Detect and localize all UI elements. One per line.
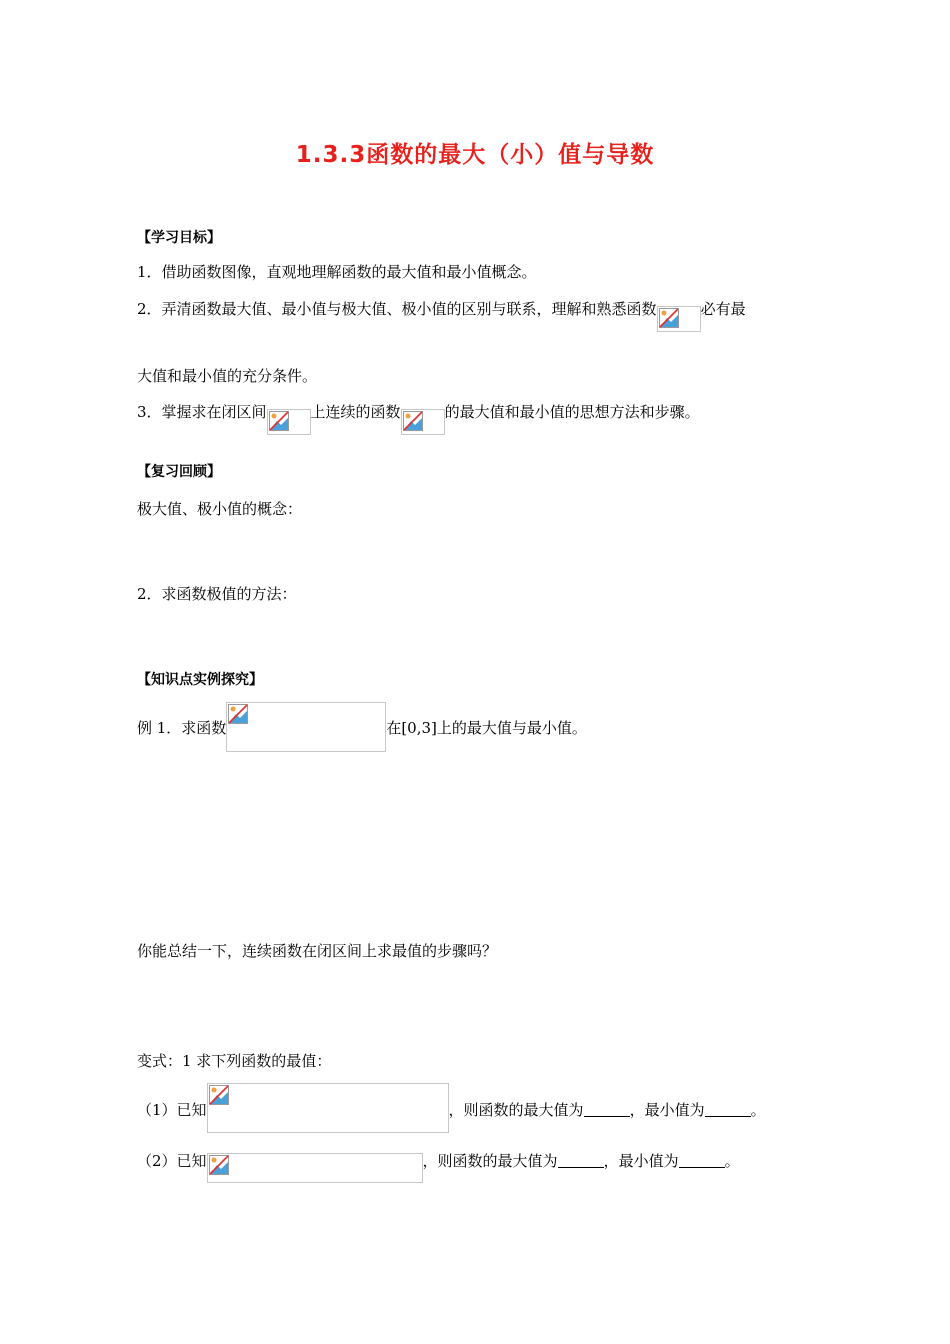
answer-blank-max[interactable] [584,1100,630,1117]
review-line-2-text: 2．求函数极值的方法： [137,585,297,603]
section-heading-review: 【复习回顾】 [137,464,221,480]
goal-item-2-text-c: 大值和最小值的充分条件。 [137,367,318,385]
example-1-text-b: 在[0,3]上的最大值与最小值。 [386,719,587,737]
section-heading-goals: 【学习目标】 [137,230,221,246]
variant-item-1-text-d: 。 [750,1101,766,1119]
variant-item-2 [137,1151,740,1183]
goal-item-2-text-a: 2．弄清函数最大值、最小值与极大值、极小值的区别与联系，理解和熟悉函数 [137,300,657,318]
function-image [401,409,445,435]
summary-question [137,941,497,961]
goal-item-1 [137,262,537,282]
review-line-2 [137,584,297,604]
variant-item-1 [137,1100,766,1133]
goal-item-2-text-b: 必有最 [700,300,746,318]
section-heading-explore: 【知识点实例探究】 [137,672,263,688]
variant-item-2-text-c: ，最小值为 [603,1152,679,1170]
goal-item-3-text-c: 的最大值和最小值的思想方法和步骤。 [444,403,700,421]
page-title: 1.3.3函数的最大（小）值与导数 [295,142,655,168]
goal-item-2-cont [137,366,317,386]
answer-blank-max[interactable] [558,1151,604,1168]
broken-image-icon [659,308,679,328]
example-1 [137,718,587,752]
broken-image-icon [403,411,423,431]
answer-blank-min[interactable] [679,1151,725,1168]
example-function-image [226,702,386,752]
goal-item-1-text: 1．借助函数图像，直观地理解函数的最大值和最小值概念。 [137,263,537,281]
variant-item-2-text-a: （2）已知 [137,1152,207,1170]
variant-1-formula-image [207,1083,449,1133]
example-1-text-a: 例 1．求函数 [137,719,227,737]
answer-blank-min[interactable] [705,1100,751,1117]
formula-image [657,306,701,332]
review-line-1 [137,499,302,519]
summary-question-text: 你能总结一下，连续函数在闭区间上求最值的步骤吗？ [137,942,498,960]
goal-item-3 [137,402,700,435]
broken-image-icon [269,411,289,431]
variant-heading-text: 变式：1 求下列函数的最值： [137,1052,332,1070]
variant-item-2-text-d: 。 [724,1152,740,1170]
interval-image [267,409,311,435]
variant-item-1-text-a: （1）已知 [137,1101,207,1119]
variant-heading [137,1051,331,1071]
goal-item-3-text-a: 3．掌握求在闭区间 [137,403,267,421]
variant-2-formula-image [207,1153,423,1183]
broken-image-icon [228,704,248,724]
variant-item-2-text-b: ，则函数的最大值为 [422,1152,558,1170]
broken-image-icon [209,1155,229,1175]
goal-item-2 [137,299,746,332]
review-line-1-text: 极大值、极小值的概念： [137,500,303,518]
variant-item-1-text-b: ，则函数的最大值为 [448,1101,584,1119]
broken-image-icon [209,1085,229,1105]
goal-item-3-text-b: 上连续的函数 [310,403,401,421]
variant-item-1-text-c: ，最小值为 [629,1101,705,1119]
